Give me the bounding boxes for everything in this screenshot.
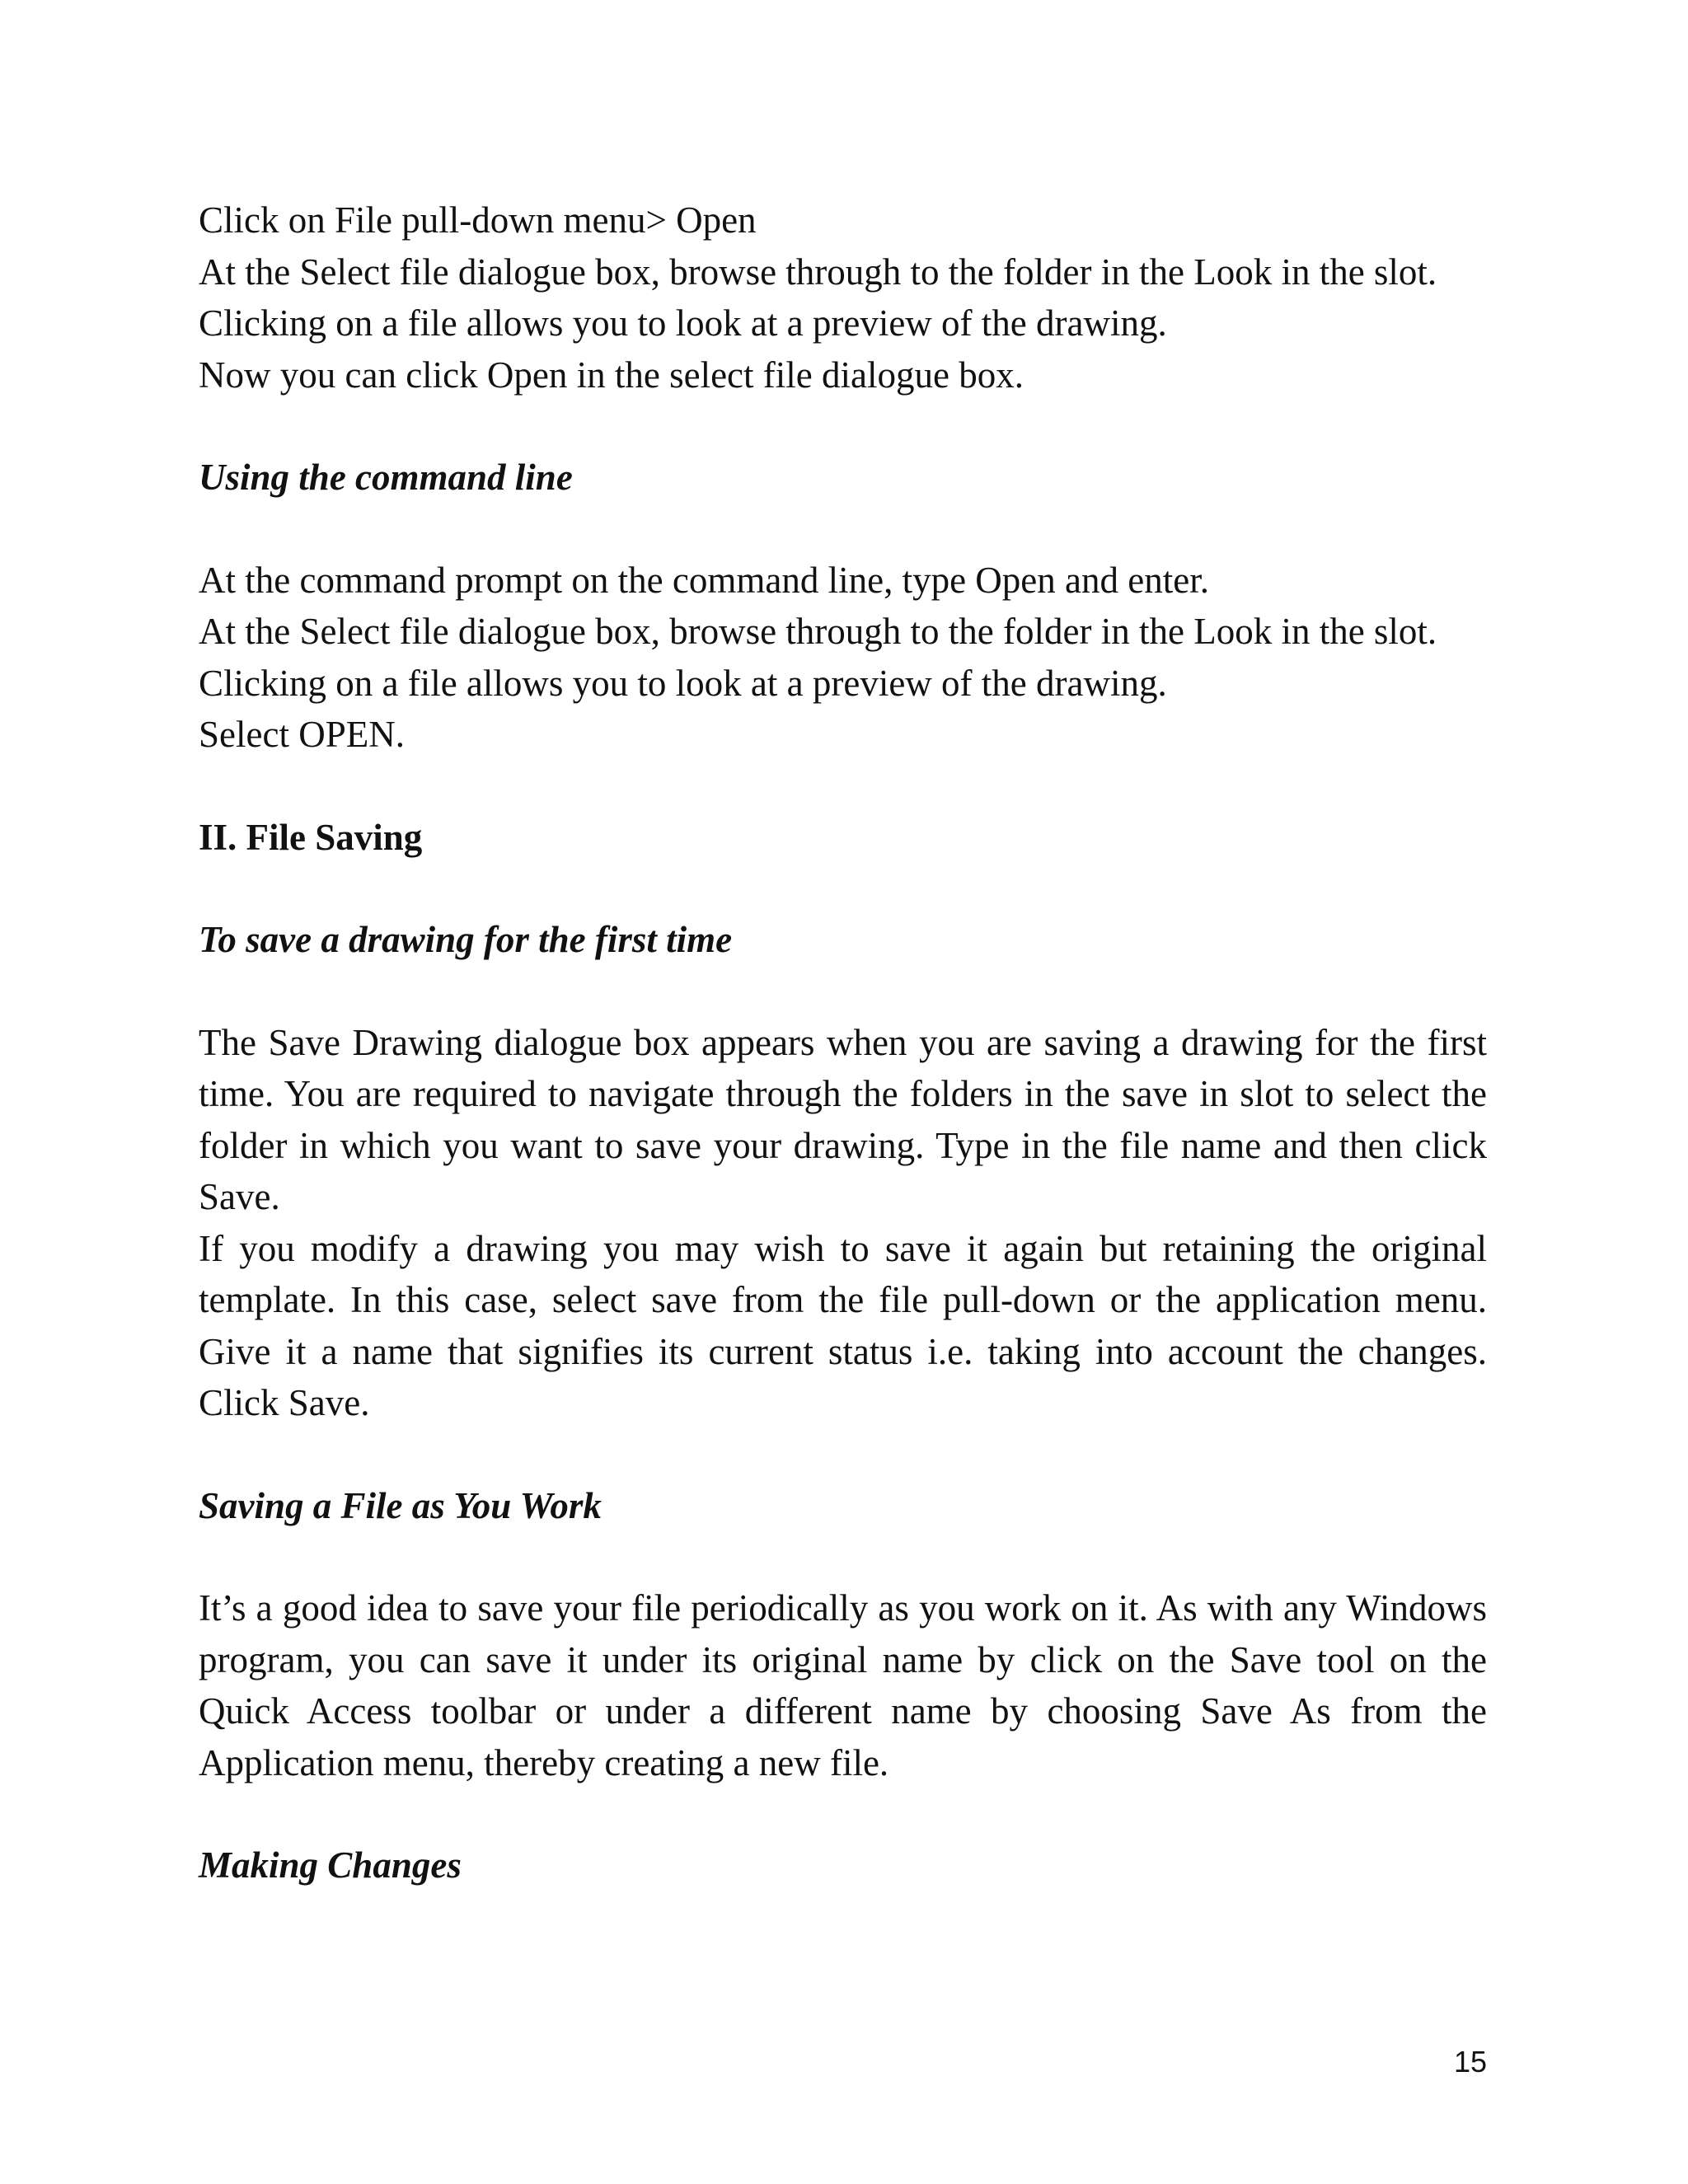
command-line-heading: Using the command line bbox=[199, 457, 573, 498]
spacer bbox=[199, 1788, 1487, 1840]
spacer bbox=[199, 1429, 1487, 1480]
spacer bbox=[199, 504, 1487, 555]
spacer bbox=[199, 1531, 1487, 1582]
first-time-paragraph-1: The Save Drawing dialogue box appears when you are saving a drawing for the first time. You are required to navigate through the folders in the save in slot to select the folder in which you want to save your drawing. Type in the file name and then click Save. bbox=[199, 1021, 1487, 1217]
spacer bbox=[199, 863, 1487, 914]
first-time-paragraph-2: If you modify a drawing you may wish to save it again but retaining the original template. In this case, select save from the file pull-down or the application menu. Give it a name that signifies its current status i.e. taking into account the changes. Click Save. bbox=[199, 1227, 1487, 1423]
file-saving-heading: II. File Saving bbox=[199, 816, 423, 858]
open-step-4: Now you can click Open in the select file dialogue box. bbox=[199, 354, 1024, 396]
first-time-heading: To save a drawing for the first time bbox=[199, 919, 733, 960]
open-step-2: At the Select file dialogue box, browse through to the folder in the Look in the slot. bbox=[199, 251, 1437, 293]
spacer bbox=[199, 966, 1487, 1017]
as-you-work-heading: Saving a File as You Work bbox=[199, 1484, 602, 1526]
command-step-2: At the Select file dialogue box, browse through to the folder in the Look in the slot. bbox=[199, 611, 1437, 652]
spacer bbox=[199, 761, 1487, 812]
making-changes-heading: Making Changes bbox=[199, 1844, 462, 1886]
command-step-4: Select OPEN. bbox=[199, 714, 405, 755]
page-content bbox=[199, 194, 1487, 1891]
command-step-3: Clicking on a file allows you to look at a preview of the drawing. bbox=[199, 662, 1167, 704]
open-step-1: Click on File pull-down menu> Open bbox=[199, 199, 757, 241]
command-step-1: At the command prompt on the command line, type Open and enter. bbox=[199, 559, 1209, 601]
page-number: 15 bbox=[1453, 2045, 1487, 2079]
as-you-work-paragraph: It’s a good idea to save your file periodically as you work on it. As with any Windows program, you can save it under its original name by click on the Save tool on the Quick Access toolbar or under a different name by choosing Save As from the Application menu, thereby creating a new file. bbox=[199, 1587, 1487, 1783]
open-step-3: Clicking on a file allows you to look at a preview of the drawing. bbox=[199, 302, 1167, 344]
spacer bbox=[199, 401, 1487, 452]
